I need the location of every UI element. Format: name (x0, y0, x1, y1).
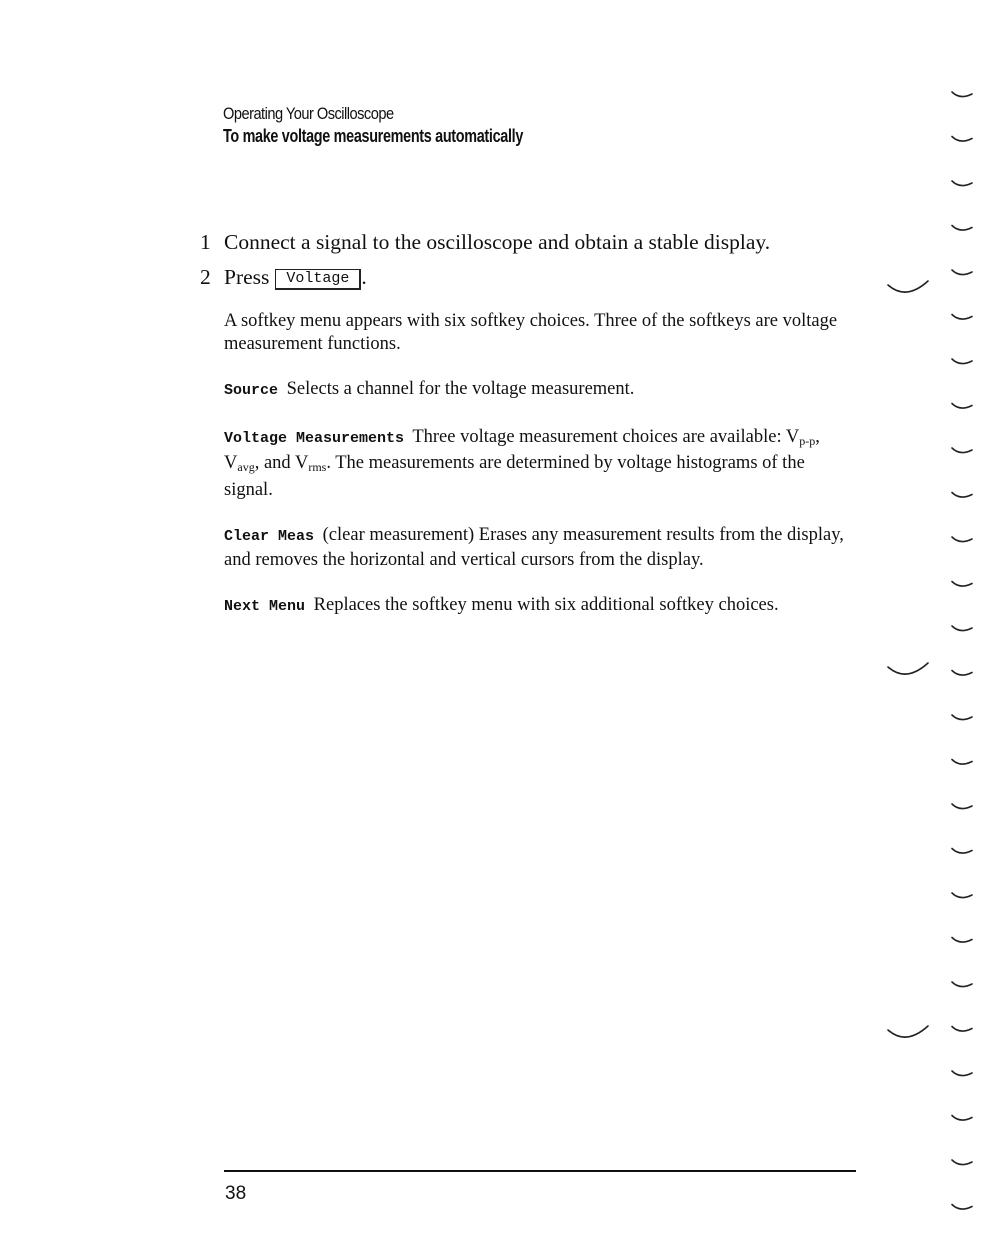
edge-hook-mark (952, 938, 972, 943)
edge-hook-mark (952, 804, 972, 809)
edge-hook-mark (952, 582, 972, 587)
next-menu-description: Replaces the softkey menu with six additional softkey choices. (313, 595, 779, 615)
clear-meas-paragraph (224, 524, 854, 571)
source-paragraph (224, 378, 854, 403)
step-text (224, 263, 367, 291)
edge-hook-mark (952, 448, 972, 453)
source-description: Selects a channel for the voltage measurement. (286, 379, 635, 399)
next-menu-paragraph (224, 594, 854, 619)
binding-edge-marks (880, 70, 992, 1220)
edge-hook-mark (952, 537, 972, 542)
edge-hook-mark (952, 671, 972, 676)
voltage-measurements-text-3: , and V (254, 453, 309, 473)
edge-large-hook-mark (888, 1026, 928, 1037)
edge-hook-mark (952, 1071, 972, 1076)
edge-hook-mark (952, 359, 972, 364)
edge-hook-mark (952, 626, 972, 631)
step-list (200, 228, 860, 298)
clear-meas-softkey-label: Clear Meas (224, 528, 315, 545)
voltage-key: Voltage (275, 269, 361, 290)
edge-hook-mark (952, 1027, 972, 1032)
edge-hook-mark (952, 1205, 972, 1210)
softkey-description (224, 310, 854, 642)
next-menu-softkey-label: Next Menu (224, 598, 306, 615)
voltage-measurements-paragraph (224, 426, 854, 502)
step-number: 1 (200, 230, 211, 254)
edge-hook-mark (952, 760, 972, 765)
voltage-measurements-softkey-label: Voltage Measurements (224, 429, 405, 447)
edge-hook-mark (952, 715, 972, 720)
edge-hook-mark (952, 1116, 972, 1121)
voltage-measurements-text-2: , V (224, 426, 820, 473)
step-verb: Press (224, 265, 270, 289)
edge-large-hook-mark (888, 663, 928, 674)
voltage-measurements-text-1: Three voltage measurement choices are available: V (412, 426, 800, 447)
step-2 (200, 263, 860, 298)
section-title: Operating Your Oscilloscope (223, 104, 394, 123)
edge-hook-mark (952, 849, 972, 854)
edge-hook-mark (952, 92, 972, 97)
vavg-subscript: avg (237, 460, 255, 474)
vpp-subscript: p-p (799, 433, 816, 448)
running-head (223, 102, 598, 148)
footer-rule (224, 1170, 856, 1172)
page-number: 38 (225, 1183, 247, 1204)
step-1 (200, 228, 860, 263)
edge-hook-mark (952, 493, 972, 498)
step-terminator: . (361, 265, 367, 289)
source-softkey-label: Source (224, 382, 279, 399)
vrms-subscript: rms (308, 460, 327, 474)
edge-hook-mark (952, 404, 972, 409)
edge-hook-mark (952, 226, 972, 231)
edge-hook-mark (952, 270, 972, 275)
edge-hook-mark (952, 315, 972, 320)
edge-hook-mark (952, 893, 972, 898)
edge-hook-mark (952, 1160, 972, 1165)
edge-large-hook-mark (888, 281, 928, 292)
edge-hook-mark (952, 137, 972, 142)
clear-meas-description: (clear measurement) Erases any measurement results from the display, and removes the horizontal and vertical cursors from the display. (224, 525, 844, 570)
edge-hook-mark (952, 982, 972, 987)
step-number: 2 (200, 265, 211, 289)
step-text: Connect a signal to the oscilloscope and obtain a stable display. (224, 230, 771, 254)
edge-hook-mark (952, 181, 972, 186)
voltage-measurements-text-4: . The measurements are determined by voltage histograms of the signal. (224, 453, 805, 500)
intro-paragraph: A softkey menu appears with six softkey choices. Three of the softkeys are voltage measurement functions. (224, 311, 838, 354)
topic-title: To make voltage measurements automatically (223, 126, 524, 146)
